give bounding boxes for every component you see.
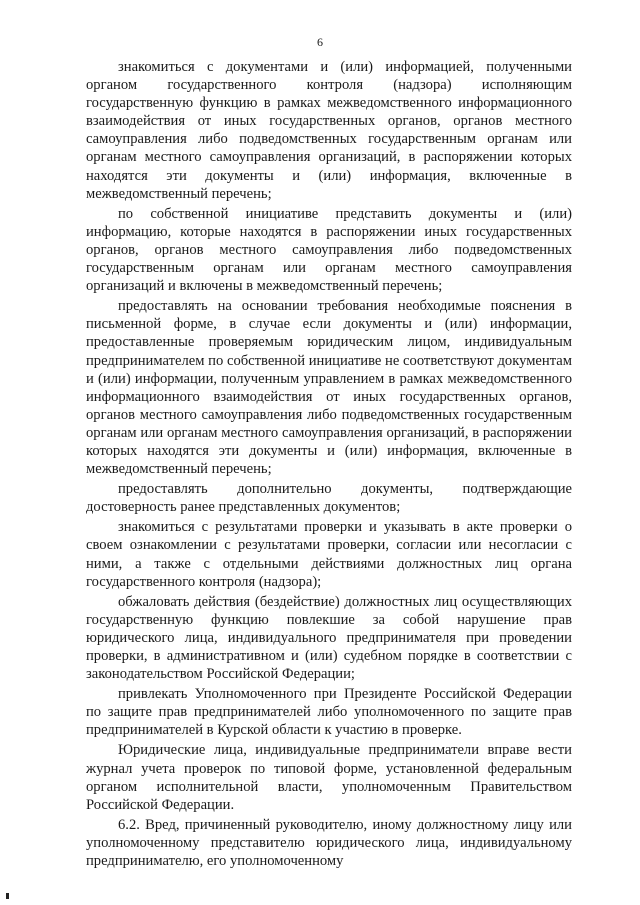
paragraph: предоставлять дополнительно документы, подтверждающие достоверность ранее представленных документов;	[86, 481, 572, 516]
paragraph: 6.2. Вред, причиненный руководителю, иному должностному лицу или уполномоченному представителю юридического лица, индивидуальному предпринимателю, его уполномоченному	[86, 816, 572, 870]
page-number: 6	[317, 35, 323, 49]
paragraph: знакомиться с документами и (или) информацией, полученными органом государственного контроля (надзора) исполняющим государственную функцию в рамках межведомственного информационного взаимодействия от иных государственных органов, органов местного самоуправления либо подведомственных государственным органам или органам местного самоуправления организаций, в распоряжении которых находятся эти документы и (или) информация, включенные в межведомственный перечень;	[86, 59, 572, 202]
paragraph: по собственной инициативе представить документы и (или) информацию, которые находятся в распоряжении иных государственных органов, органов местного самоуправления либо подведомственных государственным органам или органам местного самоуправления организаций и включены в межведомственный перечень;	[86, 205, 572, 295]
paragraph: обжаловать действия (бездействие) должностных лиц осуществляющих государственную функцию повлекшие за собой нарушение прав юридического лица, индивидуального предпринимателя при проведении проверки, в административном и (или) судебном порядке в соответствии с законодательством Российской Федерации;	[86, 593, 572, 683]
paragraph: знакомиться с результатами проверки и указывать в акте проверки о своем ознакомлении с результатами проверки, согласии или несогласии с ними, а также с отдельными действиями должностных лиц органа государственного контроля (надзора);	[86, 519, 572, 590]
body-text	[86, 58, 572, 870]
paragraph: предоставлять на основании требования необходимые пояснения в письменной форме, в случае если документы и (или) информации, предоставленные проверяемым юридическим лицом, индивидуальным предпринимателем по собственной инициативе не соответствуют документам и (или) информации, полученным управлением в рамках межведомственного информационного взаимодействия от иных государственных органов, органов местного самоуправления либо подведомственных государственным органам или органам местного самоуправления организаций, в распоряжении которых находятся эти документы и (или) информация, включенные в межведомственный перечень;	[86, 298, 572, 478]
paragraph: привлекать Уполномоченного при Президенте Российской Федерации по защите прав предпринимателей либо уполномоченного по защите прав предпринимателей в Курской области к участию в проверке.	[86, 686, 572, 739]
paragraph: Юридические лица, индивидуальные предприниматели вправе вести журнал учета проверок по типовой форме, установленной федеральным органом исполнительной власти, уполномоченным Правительством Российской Федерации.	[86, 742, 572, 813]
scan-edge-mark	[6, 893, 9, 899]
